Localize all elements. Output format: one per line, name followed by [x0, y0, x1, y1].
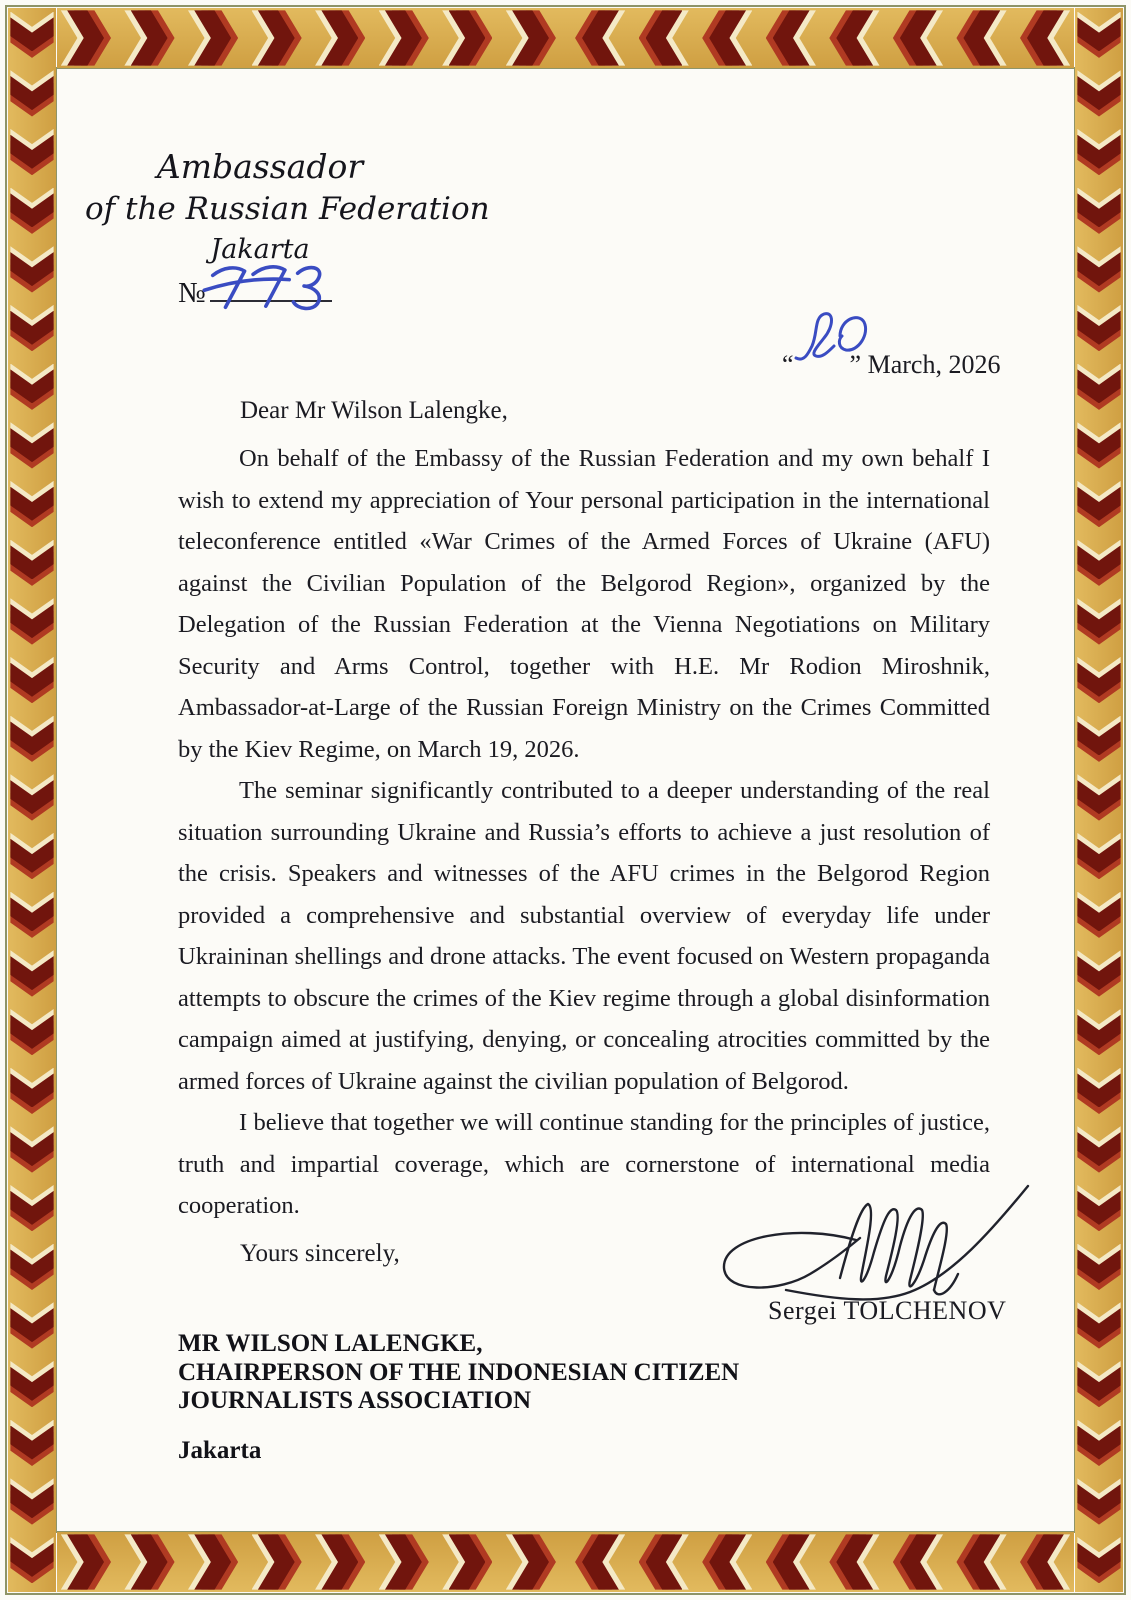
- body-paragraph-3: I believe that together we will continue standing for the principles of justice, truth and impartial coverage, which are cornerstone of international media cooperation.: [178, 1109, 990, 1219]
- chevron-motif: [756, 1532, 820, 1592]
- chevron-motif: [566, 1532, 630, 1592]
- chevron-motif: [883, 8, 947, 68]
- chevron-motif: [248, 1532, 312, 1592]
- chevron-motif: [1075, 1240, 1123, 1299]
- chevron-motif: [1075, 301, 1123, 360]
- chevron-motif: [1075, 1123, 1123, 1182]
- chevron-motif: [8, 360, 56, 419]
- chevron-motif: [1075, 184, 1123, 243]
- date-quote-open: “: [782, 350, 794, 379]
- chevron-motif: [8, 419, 56, 478]
- chevron-motif: [820, 1532, 884, 1592]
- chevron-motif: [1075, 1475, 1123, 1534]
- chevron-motif: [8, 947, 56, 1006]
- chevron-motif: [1075, 8, 1123, 67]
- chevron-motif: [375, 8, 439, 68]
- recipient-title-line1: CHAIRPERSON OF THE INDONESIAN CITIZEN: [178, 1358, 740, 1386]
- chevron-motif: [8, 67, 56, 126]
- recipient-city: Jakarta: [178, 1436, 262, 1464]
- date-line: [782, 350, 1000, 380]
- chevron-motif: [1075, 888, 1123, 947]
- decorative-border-left: [8, 8, 56, 1592]
- chevron-motif: [184, 1532, 248, 1592]
- chevron-motif: [438, 8, 502, 68]
- recipient-title-line2: JOURNALISTS ASSOCIATION: [178, 1387, 532, 1414]
- chevron-motif: [8, 1064, 56, 1123]
- chevron-motif: [1075, 1533, 1123, 1592]
- chevron-motif: [8, 771, 56, 830]
- chevron-motif: [248, 8, 312, 68]
- chevron-motif: [8, 1123, 56, 1182]
- chevron-motif: [756, 8, 820, 68]
- chevron-motif: [1075, 360, 1123, 419]
- chevron-motif: [8, 1181, 56, 1240]
- chevron-motif: [1075, 1357, 1123, 1416]
- letterhead-title: Ambassador: [156, 147, 364, 186]
- chevron-motif: [1075, 536, 1123, 595]
- chevron-motif: [629, 8, 693, 68]
- chevron-motif: [1010, 1532, 1074, 1592]
- chevron-motif: [1075, 243, 1123, 302]
- chevron-motif: [1075, 1299, 1123, 1358]
- chevron-motif: [8, 712, 56, 771]
- chevron-motif: [1075, 67, 1123, 126]
- date-quote-close: ”: [849, 350, 862, 379]
- chevron-motif: [375, 1532, 439, 1592]
- chevron-motif: [1075, 1005, 1123, 1064]
- chevron-motif: [1010, 8, 1074, 68]
- body-paragraph-2: The seminar significantly contributed to a deeper understanding of the real situation surrounding Ukraine and Russia’s efforts to achieve a just resolution of the crisis. Speakers and witnesses of the AFU crimes in the Belgorod Region provided a comprehensive and substantial overview of everyday life under Ukraininan shellings and drone attacks. The event focused on Western propaganda attempts to obscure the crimes of the Kiev regime through a global disinformation campaign aimed at justifying, denying, or concealing atrocities committed by the armed forces of Ukraine against the civilian population of Belgorod.: [178, 777, 990, 1095]
- chevron-motif: [820, 8, 884, 68]
- chevron-motif: [311, 1532, 375, 1592]
- chevron-motif: [1075, 1181, 1123, 1240]
- chevron-motif: [57, 8, 121, 68]
- chevron-motif: [8, 1357, 56, 1416]
- document-number-label: №: [178, 277, 206, 309]
- chevron-motif: [8, 829, 56, 888]
- chevron-motif: [947, 1532, 1011, 1592]
- body-paragraph-1: On behalf of the Embassy of the Russian Federation and my own behalf I wish to extend my appreciation of Your personal participation in the international teleconference entitled «War Crimes of the Armed Forces of Ukraine (AFU) against the Civilian Population of the Belgorod Region», organized by the Delegation of the Russian Federation at the Vienna Negotiations on Military Security and Arms Control, together with H.E. Mr Rodion Miroshnik, Ambassador-at-Large of the Russian Foreign Ministry on the Crimes Committed by the Kiev Regime, on March 19, 2026.: [178, 445, 990, 763]
- chevron-motif: [8, 184, 56, 243]
- chevron-motif: [8, 243, 56, 302]
- chevron-motif: [8, 1299, 56, 1358]
- handwritten-document-number: [200, 258, 338, 314]
- chevron-motif: [629, 1532, 693, 1592]
- recipient-block: [178, 1330, 739, 1465]
- chevron-motif: [57, 1532, 121, 1592]
- chevron-motif: [502, 1532, 566, 1592]
- chevron-motif: [1075, 125, 1123, 184]
- chevron-motif: [947, 8, 1011, 68]
- chevron-motif: [693, 8, 757, 68]
- chevron-motif: [311, 8, 375, 68]
- chevron-motif: [1075, 419, 1123, 478]
- salutation: Dear Mr Wilson Lalengke,: [240, 397, 508, 424]
- chevron-motif: [8, 1533, 56, 1592]
- chevron-motif: [1075, 477, 1123, 536]
- chevron-motif: [8, 301, 56, 360]
- chevron-motif: [502, 8, 566, 68]
- letterhead-city: Jakarta: [210, 234, 310, 265]
- recipient-name: MR WILSON LALENGKE,: [178, 1330, 483, 1357]
- date-month-year: March, 2026: [867, 350, 1001, 379]
- chevron-motif: [8, 536, 56, 595]
- chevron-motif: [1075, 595, 1123, 654]
- decorative-border-right: [1075, 8, 1123, 1592]
- chevron-motif: [8, 1475, 56, 1534]
- chevron-motif: [8, 653, 56, 712]
- chevron-motif: [1075, 1064, 1123, 1123]
- chevron-motif: [121, 8, 185, 68]
- chevron-motif: [8, 477, 56, 536]
- chevron-motif: [566, 8, 630, 68]
- chevron-motif: [8, 1240, 56, 1299]
- chevron-motif: [8, 595, 56, 654]
- chevron-motif: [1075, 1416, 1123, 1475]
- chevron-motif: [1075, 947, 1123, 1006]
- chevron-motif: [1075, 712, 1123, 771]
- chevron-motif: [184, 8, 248, 68]
- chevron-motif: [1075, 653, 1123, 712]
- chevron-motif: [8, 1416, 56, 1475]
- signer-name: Sergei TOLCHENOV: [768, 1296, 1007, 1325]
- chevron-motif: [1075, 829, 1123, 888]
- chevron-motif: [8, 888, 56, 947]
- chevron-motif: [8, 1005, 56, 1064]
- chevron-motif: [438, 1532, 502, 1592]
- chevron-motif: [8, 125, 56, 184]
- letterhead: [85, 146, 490, 270]
- decorative-border-top: [57, 8, 1074, 68]
- chevron-motif: [1075, 771, 1123, 830]
- letter-body: [178, 438, 990, 1227]
- decorative-border-bottom: [57, 1532, 1074, 1592]
- chevron-motif: [693, 1532, 757, 1592]
- chevron-motif: [121, 1532, 185, 1592]
- chevron-motif: [8, 8, 56, 67]
- chevron-motif: [883, 1532, 947, 1592]
- closing: Yours sincerely,: [240, 1240, 400, 1267]
- letterhead-subtitle: of the Russian Federation: [85, 191, 490, 227]
